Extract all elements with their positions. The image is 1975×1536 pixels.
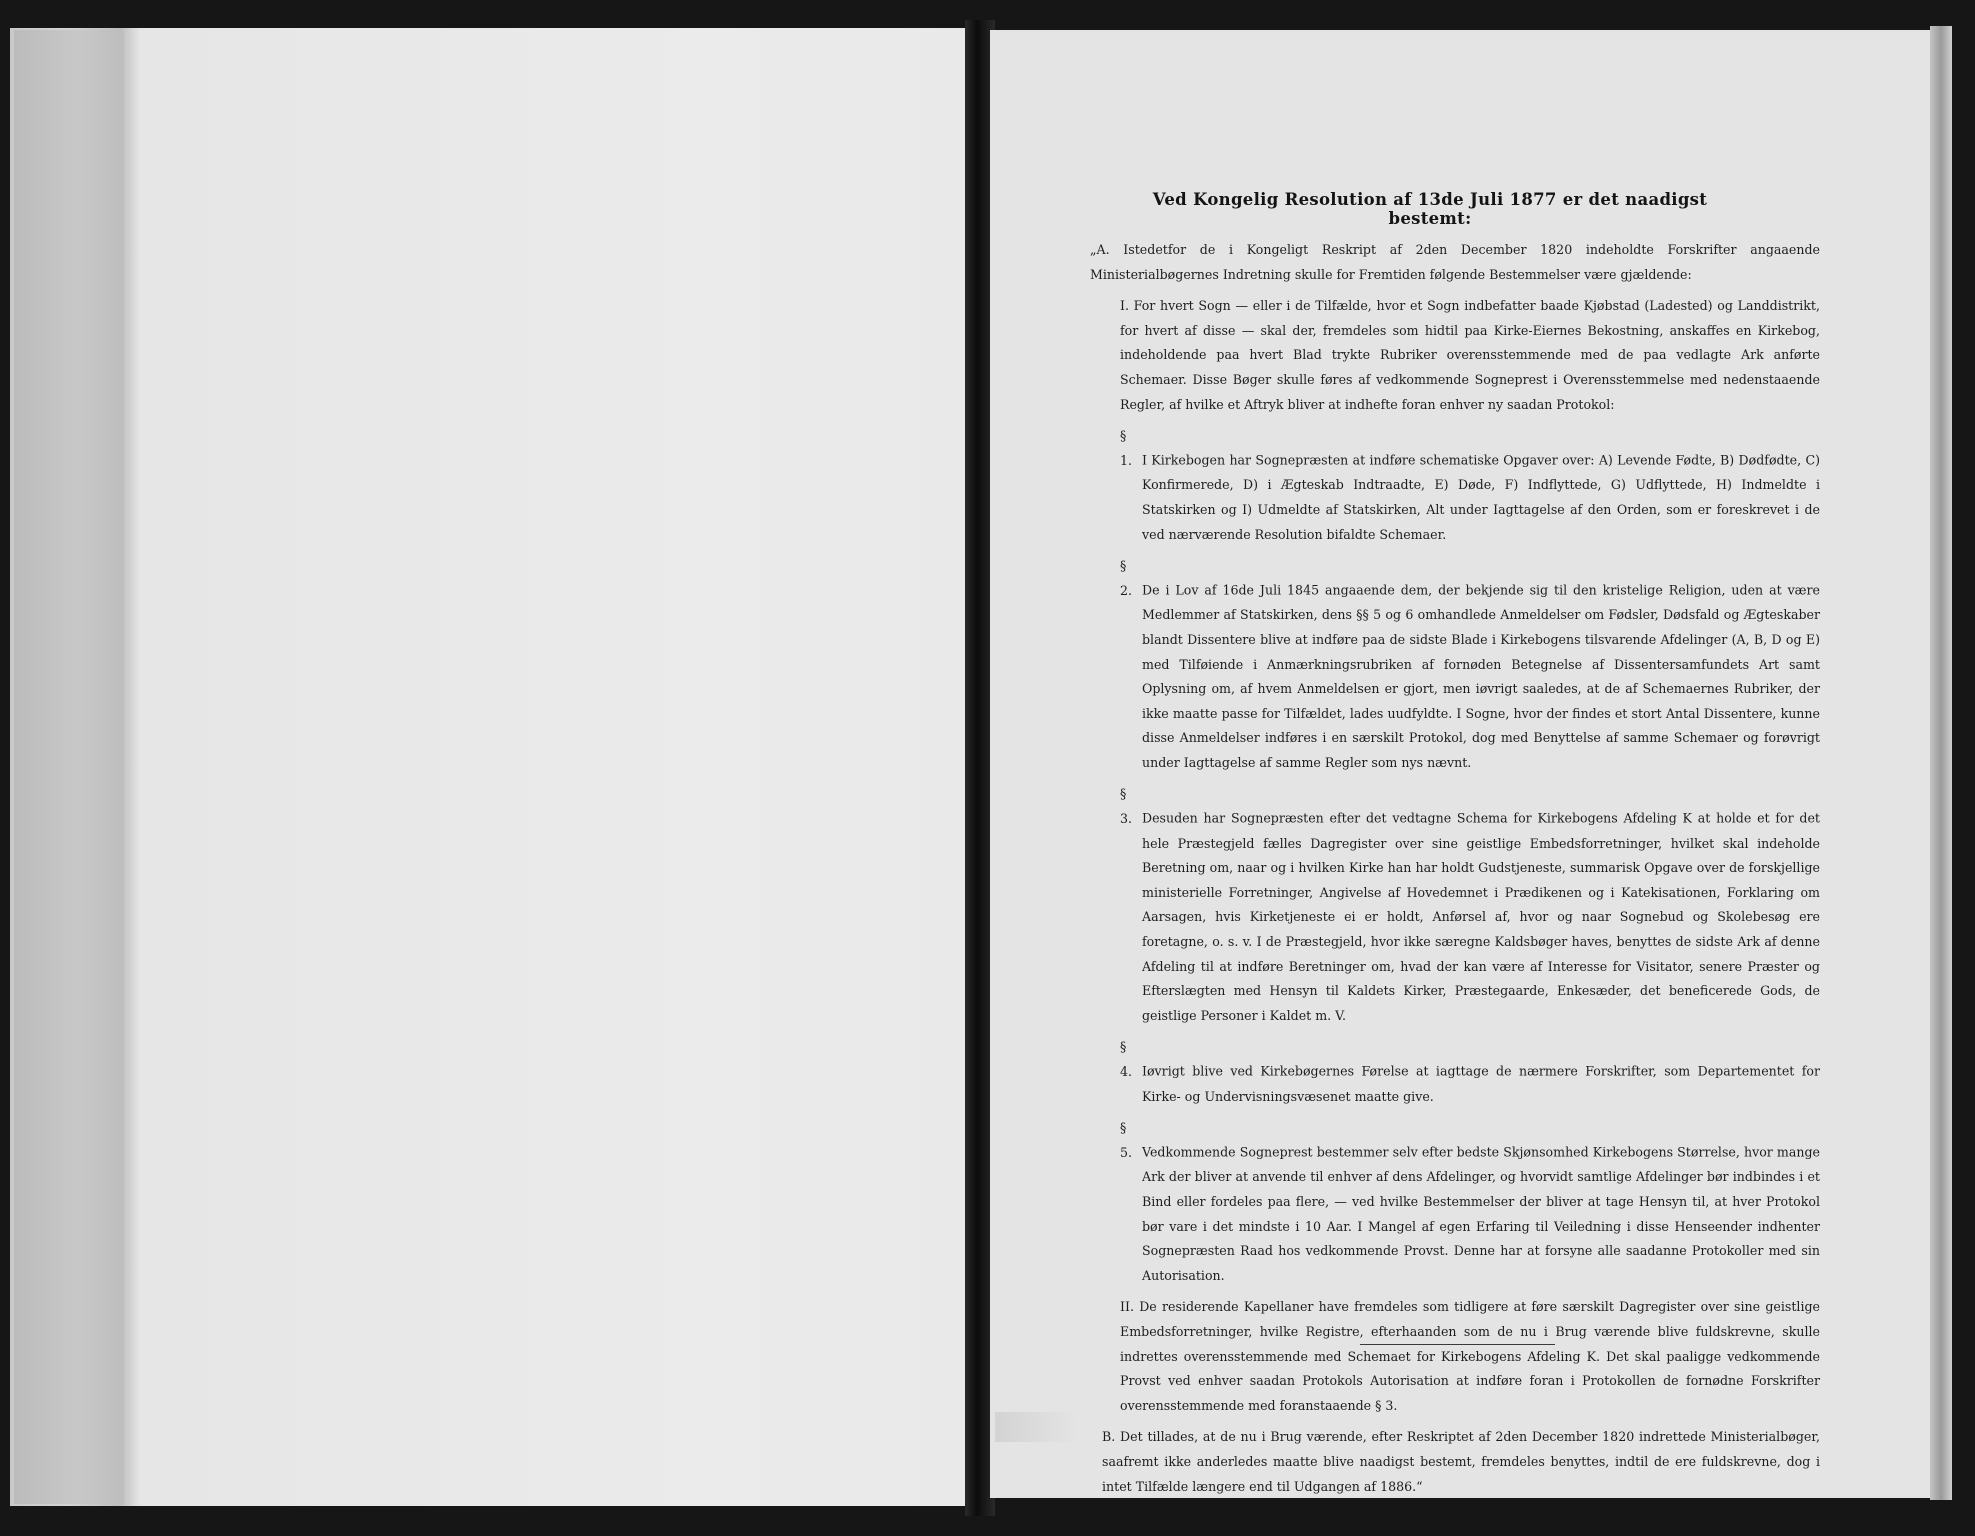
paragraph-a: „A. Istedetfor de i Kongeligt Reskript af 2den December 1820 indeholdte Forskrifter angaaende Ministerialbøgernes Indretning skulle for Fremtiden følgende Bestemmelser være gjældende: (1090, 242, 1820, 282)
paper-smudge (995, 1412, 1075, 1442)
section-1-number: § 1. (1120, 428, 1133, 468)
section-4 (1090, 1035, 1820, 1109)
closing-rule (1360, 1344, 1555, 1345)
paragraph-b: B. Det tillades, at de nu i Brug værende, efter Reskriptet af 2den December 1820 indrettede Ministerialbøger, saafremt ikke anderledes maatte blive naadigst bestemt, fremdeles benyttes, indtil de ere fuldskrevne, dog i intet Tilfælde længere end til Udgangen af 1886.“ (1102, 1429, 1820, 1494)
left-page (10, 28, 965, 1506)
section-1-text: I Kirkebogen har Sognepræsten at indføre schematiske Opgaver over: A) Levende Fødte, B) Dødfødte, C) Konfirmerede, D) i Ægteskab Indtraadte, E) Døde, F) Indflyttede, G) Udflyttede, H) Indmeldte i Statskirken og I) Udmeldte af Statskirken, Alt under Iagttagelse af den Orden, som er foreskrevet i de ved nærværende Resolution bifaldte Schemaer. (1142, 452, 1820, 542)
page-heading: Ved Kongelig Resolution af 13de Juli 1877 er det naadigst bestemt: (1152, 190, 1708, 228)
section-5-text: Vedkommende Sogneprest bestemmer selv efter bedste Skjønsomhed Kirkebogens Størrelse, hvor mange Ark der bliver at anvende til enhver af dens Afdelinger, og hvorvidt samtlige Afdelinger bør indbindes i et Bind eller fordeles paa flere, — ved hvilke Bestemmelser der bliver at tage Hensyn til, at hver Protokol bør vare i det mindste i 10 Aar. I Mangel af egen Erfaring til Veiledning i disse Henseender indhenter Sognepræsten Raad hos vedkommende Provst. Denne har at forsyne alle saadanne Protokoller med sin Autorisation. (1142, 1144, 1820, 1283)
section-2-text: De i Lov af 16de Juli 1845 angaaende dem, der bekjende sig til den kristelige Religion, uden at være Medlemmer af Statskirken, dens §§ 5 og 6 omhandlede Anmeldelser om Fødsler, Dødsfald og Ægteskaber blandt Dissentere blive at indføre paa de sidste Blade i Kirkebogens tilsvarende Afdelinger (A, B, D og E) med Tilføiende i Anmærkningsrubriken af fornøden Betegnelse af Dissentersamfundets Art samt Oplysning om, af hvem Anmeldelsen er gjort, men iøvrigt saaledes, at de af Schemaernes Rubriker, der ikke maatte passe for Tilfældet, lades uudfyldte. I Sogne, hvor der findes et stort Antal Dissentere, kunne disse Anmeldelser indføres i en særskilt Protokol, dog med Benyttelse af samme Schemaer og forøvrigt under Iagttagelse af samme Regler som nys nævnt. (1142, 582, 1820, 770)
resolution-text (1090, 238, 1820, 1499)
section-2-number: § 2. (1120, 558, 1133, 598)
section-3 (1090, 782, 1820, 1028)
section-1 (1090, 424, 1820, 547)
section-4-number: § 4. (1120, 1039, 1133, 1079)
left-page-edge (14, 30, 124, 1504)
section-4-text: Iøvrigt blive ved Kirkebøgernes Førelse at iagttage de nærmere Forskrifter, som Departementet for Kirke- og Undervisningsvæsenet maatte give. (1142, 1064, 1820, 1104)
section-3-number: § 3. (1120, 786, 1133, 827)
paragraph-i: I. For hvert Sogn — eller i de Tilfælde, hvor et Sogn indbefatter baade Kjøbstad (Ladested) og Landdistrikt, for hvert af disse — skal der, fremdeles som hidtil paa Kirke-Eiernes Bekostning, anskaffes en Kirkebog, indeholdende paa hvert Blad trykte Rubriker overensstemmende med de paa vedlagte Ark anførte Schemaer. Disse Bøger skulle føres af vedkommende Sogneprest i Overensstemmelse med nedenstaaende Regler, af hvilke et Aftryk bliver at indhefte foran enhver ny saadan Protokol: (1120, 298, 1820, 412)
right-page-edge (1930, 26, 1952, 1500)
section-3-text: Desuden har Sognepræsten efter det vedtagne Schema for Kirkebogens Afdeling K at holde et for det hele Præstegjeld fælles Dagregister over sine geistlige Embedsforretninger, hvilket skal indeholde Beretning om, naar og i hvilken Kirke han har holdt Gudstjeneste, summarisk Opgave over de forskjellige ministerielle Forretninger, Angivelse af Hovedemnet i Prædikenen og i Katekisationen, Forklaring om Aarsagen, hvis Kirketjeneste ei er holdt, Anførsel af, hvor og naar Sognebud og Skolebesøg ere foretagne, o. s. v. I de Præstegjeld, hvor ikke særegne Kaldsbøger haves, benyttes de sidste Ark af denne Afdeling til at indføre Beretninger om, hvad der kan være af Interesse for Visitator, senere Præster og Efterslægten med Hensyn til Kaldets Kirker, Præstegaarde, Enkesæder, det beneficerede Gods, de geistlige Personer i Kaldet m. V. (1142, 811, 1820, 1023)
section-5 (1090, 1116, 1820, 1288)
paragraph-ii: II. De residerende Kapellaner have fremdeles som tidligere at føre særskilt Dagregister over sine geistlige Embedsforretninger, hvilke Registre, efterhaanden som de nu i Brug værende blive fuldskrevne, skulle indrettes overensstemmende med Schemaet for Kirkebogens Afdeling K. Det skal paaligge vedkommende Provst ved enhver saadan Protokols Autorisation at indføre foran i Protokollen de fornødne Forskrifter overensstemmende med foranstaaende § 3. (1120, 1299, 1820, 1413)
section-5-number: § 5. (1120, 1120, 1133, 1160)
section-2 (1090, 554, 1820, 775)
